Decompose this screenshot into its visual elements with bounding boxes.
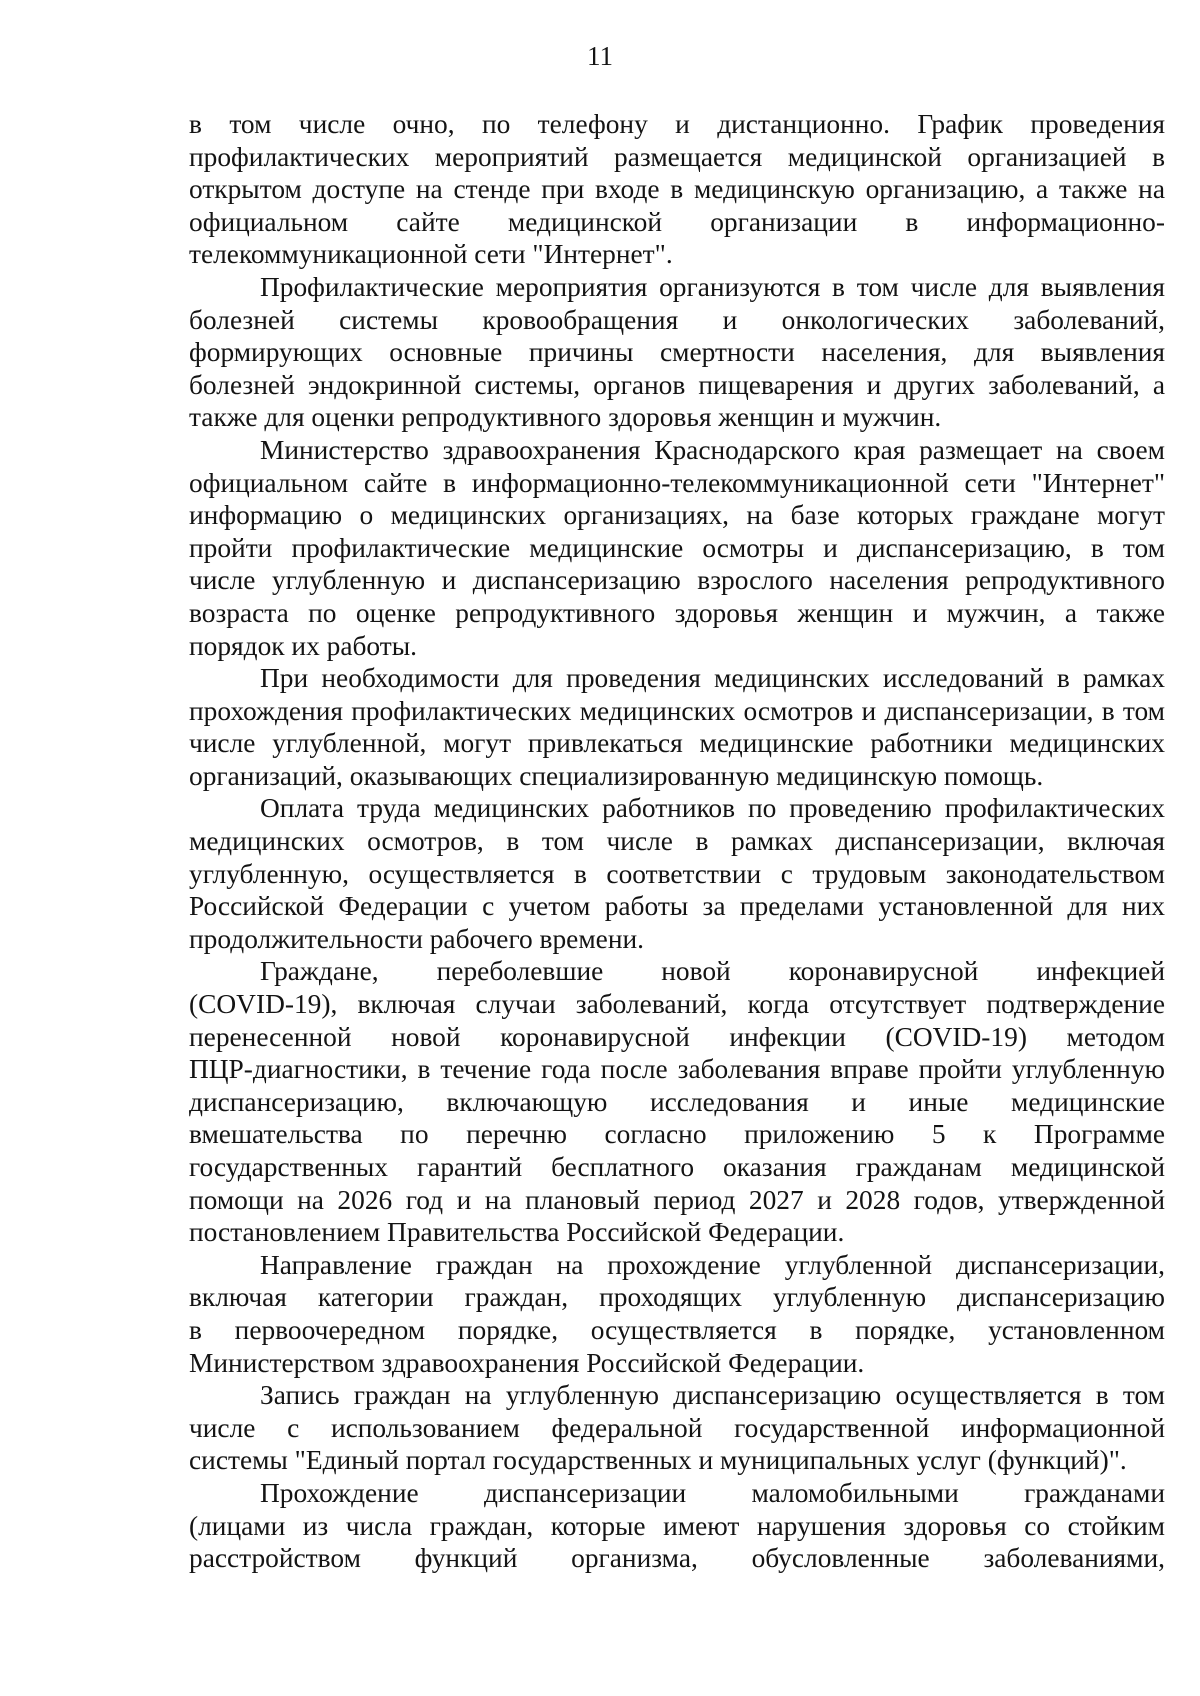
text-line: продолжительности рабочего времени. <box>189 923 644 954</box>
text-line: возраста по оценке репродуктивного здоровья женщин и мужчин, а также <box>189 597 1165 628</box>
text-line: болезней эндокринной системы, органов пищеварения и других заболеваний, а <box>189 369 1165 400</box>
text-line: медицинских осмотров, в том числе в рамках диспансеризации, включая <box>189 826 1165 857</box>
text-line: Российской Федерации с учетом работы за пределами установленной для них <box>189 891 1165 922</box>
text-line: Министерством здравоохранения Российской Федерации. <box>189 1347 865 1378</box>
text-line: включая категории граждан, проходящих углубленную диспансеризацию <box>189 1282 1165 1313</box>
paragraph-9 <box>189 1477 1165 1575</box>
text-line: диспансеризацию, включающую исследования и иные медицинские <box>189 1086 1165 1117</box>
text-line: порядок их работы. <box>189 630 417 661</box>
text-line: формирующих основные причины смертности населения, для выявления <box>189 337 1165 368</box>
text-line: помощи на 2026 год и на плановый период 2027 и 2028 годов, утвержденной <box>189 1184 1165 1215</box>
text-line: Прохождение диспансеризации маломобильными гражданами <box>260 1477 1165 1508</box>
text-line: официальном сайте в информационно-телекоммуникационной сети "Интернет" <box>189 467 1165 498</box>
text-line: телекоммуникационной сети "Интернет". <box>189 239 673 270</box>
document-body <box>189 108 1165 1575</box>
text-line: перенесенной новой коронавирусной инфекции (COVID-19) методом <box>189 1021 1165 1052</box>
text-line: прохождения профилактических медицинских осмотров и диспансеризации, в том <box>189 695 1165 726</box>
text-line: открытом доступе на стенде при входе в медицинскую организацию, а также на <box>189 174 1165 205</box>
text-line: постановлением Правительства Российской Федерации. <box>189 1217 845 1248</box>
text-line: расстройством функций организма, обусловленные заболеваниями, <box>189 1543 1165 1574</box>
text-line: пройти профилактические медицинские осмотры и диспансеризацию, в том <box>189 532 1165 563</box>
text-line: числе углубленную и диспансеризацию взрослого населения репродуктивного <box>189 565 1165 596</box>
text-line: в первоочередном порядке, осуществляется в порядке, установленном <box>189 1314 1165 1345</box>
text-line: Направление граждан на прохождение углубленной диспансеризации, <box>260 1249 1165 1280</box>
paragraph-6 <box>189 955 1165 1248</box>
text-line: информацию о медицинских организациях, на базе которых граждане могут <box>189 500 1165 531</box>
text-line: Профилактические мероприятия организуются в том числе для выявления <box>260 271 1165 302</box>
paragraph-5 <box>189 792 1165 955</box>
text-line: в том числе очно, по телефону и дистанционно. График проведения <box>189 109 1165 139</box>
paragraph-7 <box>189 1249 1165 1379</box>
text-line: вмешательства по перечню согласно приложению 5 к Программе <box>189 1119 1165 1150</box>
paragraph-3 <box>189 434 1165 662</box>
paragraph-1 <box>189 108 1165 271</box>
text-line: Запись граждан на углубленную диспансеризацию осуществляется в том <box>260 1380 1165 1411</box>
text-line: Оплата труда медицинских работников по проведению профилактических <box>260 793 1165 824</box>
text-line: государственных гарантий бесплатного оказания гражданам медицинской <box>189 1152 1165 1182</box>
text-line: официальном сайте медицинской организации в информационно- <box>189 206 1165 237</box>
text-line: При необходимости для проведения медицинских исследований в рамках <box>260 663 1165 694</box>
text-line: числе с использованием федеральной государственной информационной <box>189 1412 1165 1443</box>
text-line: числе углубленной, могут привлекаться медицинские работники медицинских <box>189 728 1165 759</box>
text-line: системы "Единый портал государственных и муниципальных услуг (функций)". <box>189 1445 1127 1476</box>
page-number: 11 <box>587 41 613 71</box>
text-line: организаций, оказывающих специализированную медицинскую помощь. <box>189 760 1044 791</box>
text-line: Граждане, переболевшие новой коронавирусной инфекцией <box>260 956 1165 987</box>
text-line: Министерство здравоохранения Краснодарского края размещает на своем <box>260 434 1165 465</box>
text-line: ПЦР-диагностики, в течение года после заболевания вправе пройти углубленную <box>189 1054 1165 1085</box>
text-line: также для оценки репродуктивного здоровья женщин и мужчин. <box>189 402 942 433</box>
text-line: (лицами из числа граждан, которые имеют нарушения здоровья со стойким <box>189 1510 1165 1541</box>
paragraph-8 <box>189 1379 1165 1477</box>
paragraph-4 <box>189 662 1165 792</box>
text-line: углубленную, осуществляется в соответствии с трудовым законодательством <box>189 858 1165 889</box>
text-line: (COVID-19), включая случаи заболеваний, когда отсутствует подтверждение <box>189 989 1165 1020</box>
text-line: болезней системы кровообращения и онкологических заболеваний, <box>189 304 1165 335</box>
paragraph-2 <box>189 271 1165 434</box>
text-line: профилактических мероприятий размещается медицинской организацией в <box>189 141 1165 172</box>
